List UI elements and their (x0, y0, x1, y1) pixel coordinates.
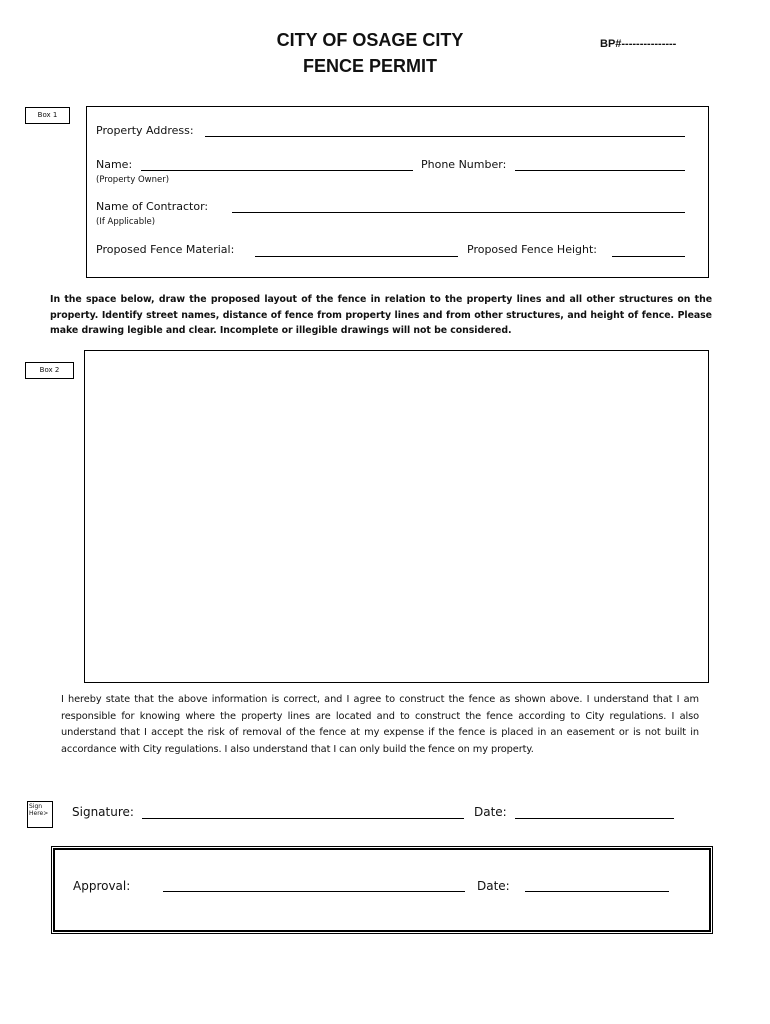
drawing-instructions: In the space below, draw the proposed layout of the fence in relation to the property lines and all other structures on the property. Identify street names, distance of fence from property lines and from other structures, and height of fence. Please make drawing legible and clear. Incomplete or illegible drawings will not be considered. (50, 294, 712, 336)
signature-date-label: Date: (474, 805, 507, 819)
material-field[interactable] (255, 256, 458, 257)
signature-field[interactable] (142, 818, 464, 819)
signature-date-field[interactable] (515, 818, 674, 819)
material-label: Proposed Fence Material: (96, 243, 235, 256)
box1-tag: Box 1 (25, 107, 70, 124)
form-subtitle: FENCE PERMIT (302, 56, 437, 76)
drawing-area[interactable] (84, 350, 709, 683)
height-label: Proposed Fence Height: (467, 243, 597, 256)
approval-field[interactable] (163, 891, 465, 892)
agreement-statement: I hereby state that the above information is correct, and I agree to construct the fence as shown above. I understand that I am responsible for knowing where the property lines are located and to construct the fence according to City regulations. I also understand that I accept the risk of removal of the fence at my expense if the fence is placed in an easement or is not built in accordance with City regulations. I also understand that I can only build the fence on my property. (61, 694, 699, 755)
approval-date-field[interactable] (525, 891, 669, 892)
approval-label: Approval: (73, 879, 131, 893)
property-address-field[interactable] (205, 136, 685, 137)
name-sublabel: (Property Owner) (96, 175, 170, 185)
sign-here-line2: Here> (29, 810, 49, 817)
approval-box (51, 846, 713, 934)
phone-label: Phone Number: (421, 158, 507, 171)
box2-tag: Box 2 (25, 362, 74, 379)
sign-here-tag (27, 801, 53, 828)
height-field[interactable] (612, 256, 685, 257)
property-address-label: Property Address: (96, 124, 194, 137)
contractor-field[interactable] (232, 212, 685, 213)
contractor-label: Name of Contractor: (96, 200, 209, 213)
bp-number-label: BP#--------------- (600, 38, 677, 50)
sign-here-line1: Sign (29, 803, 43, 810)
phone-field[interactable] (515, 170, 685, 171)
form-title: CITY OF OSAGE CITY (276, 30, 464, 50)
approval-date-label: Date: (477, 879, 510, 893)
signature-label: Signature: (72, 805, 134, 819)
name-label: Name: (96, 158, 133, 171)
contractor-sublabel: (If Applicable) (96, 217, 156, 227)
name-field[interactable] (141, 170, 413, 171)
